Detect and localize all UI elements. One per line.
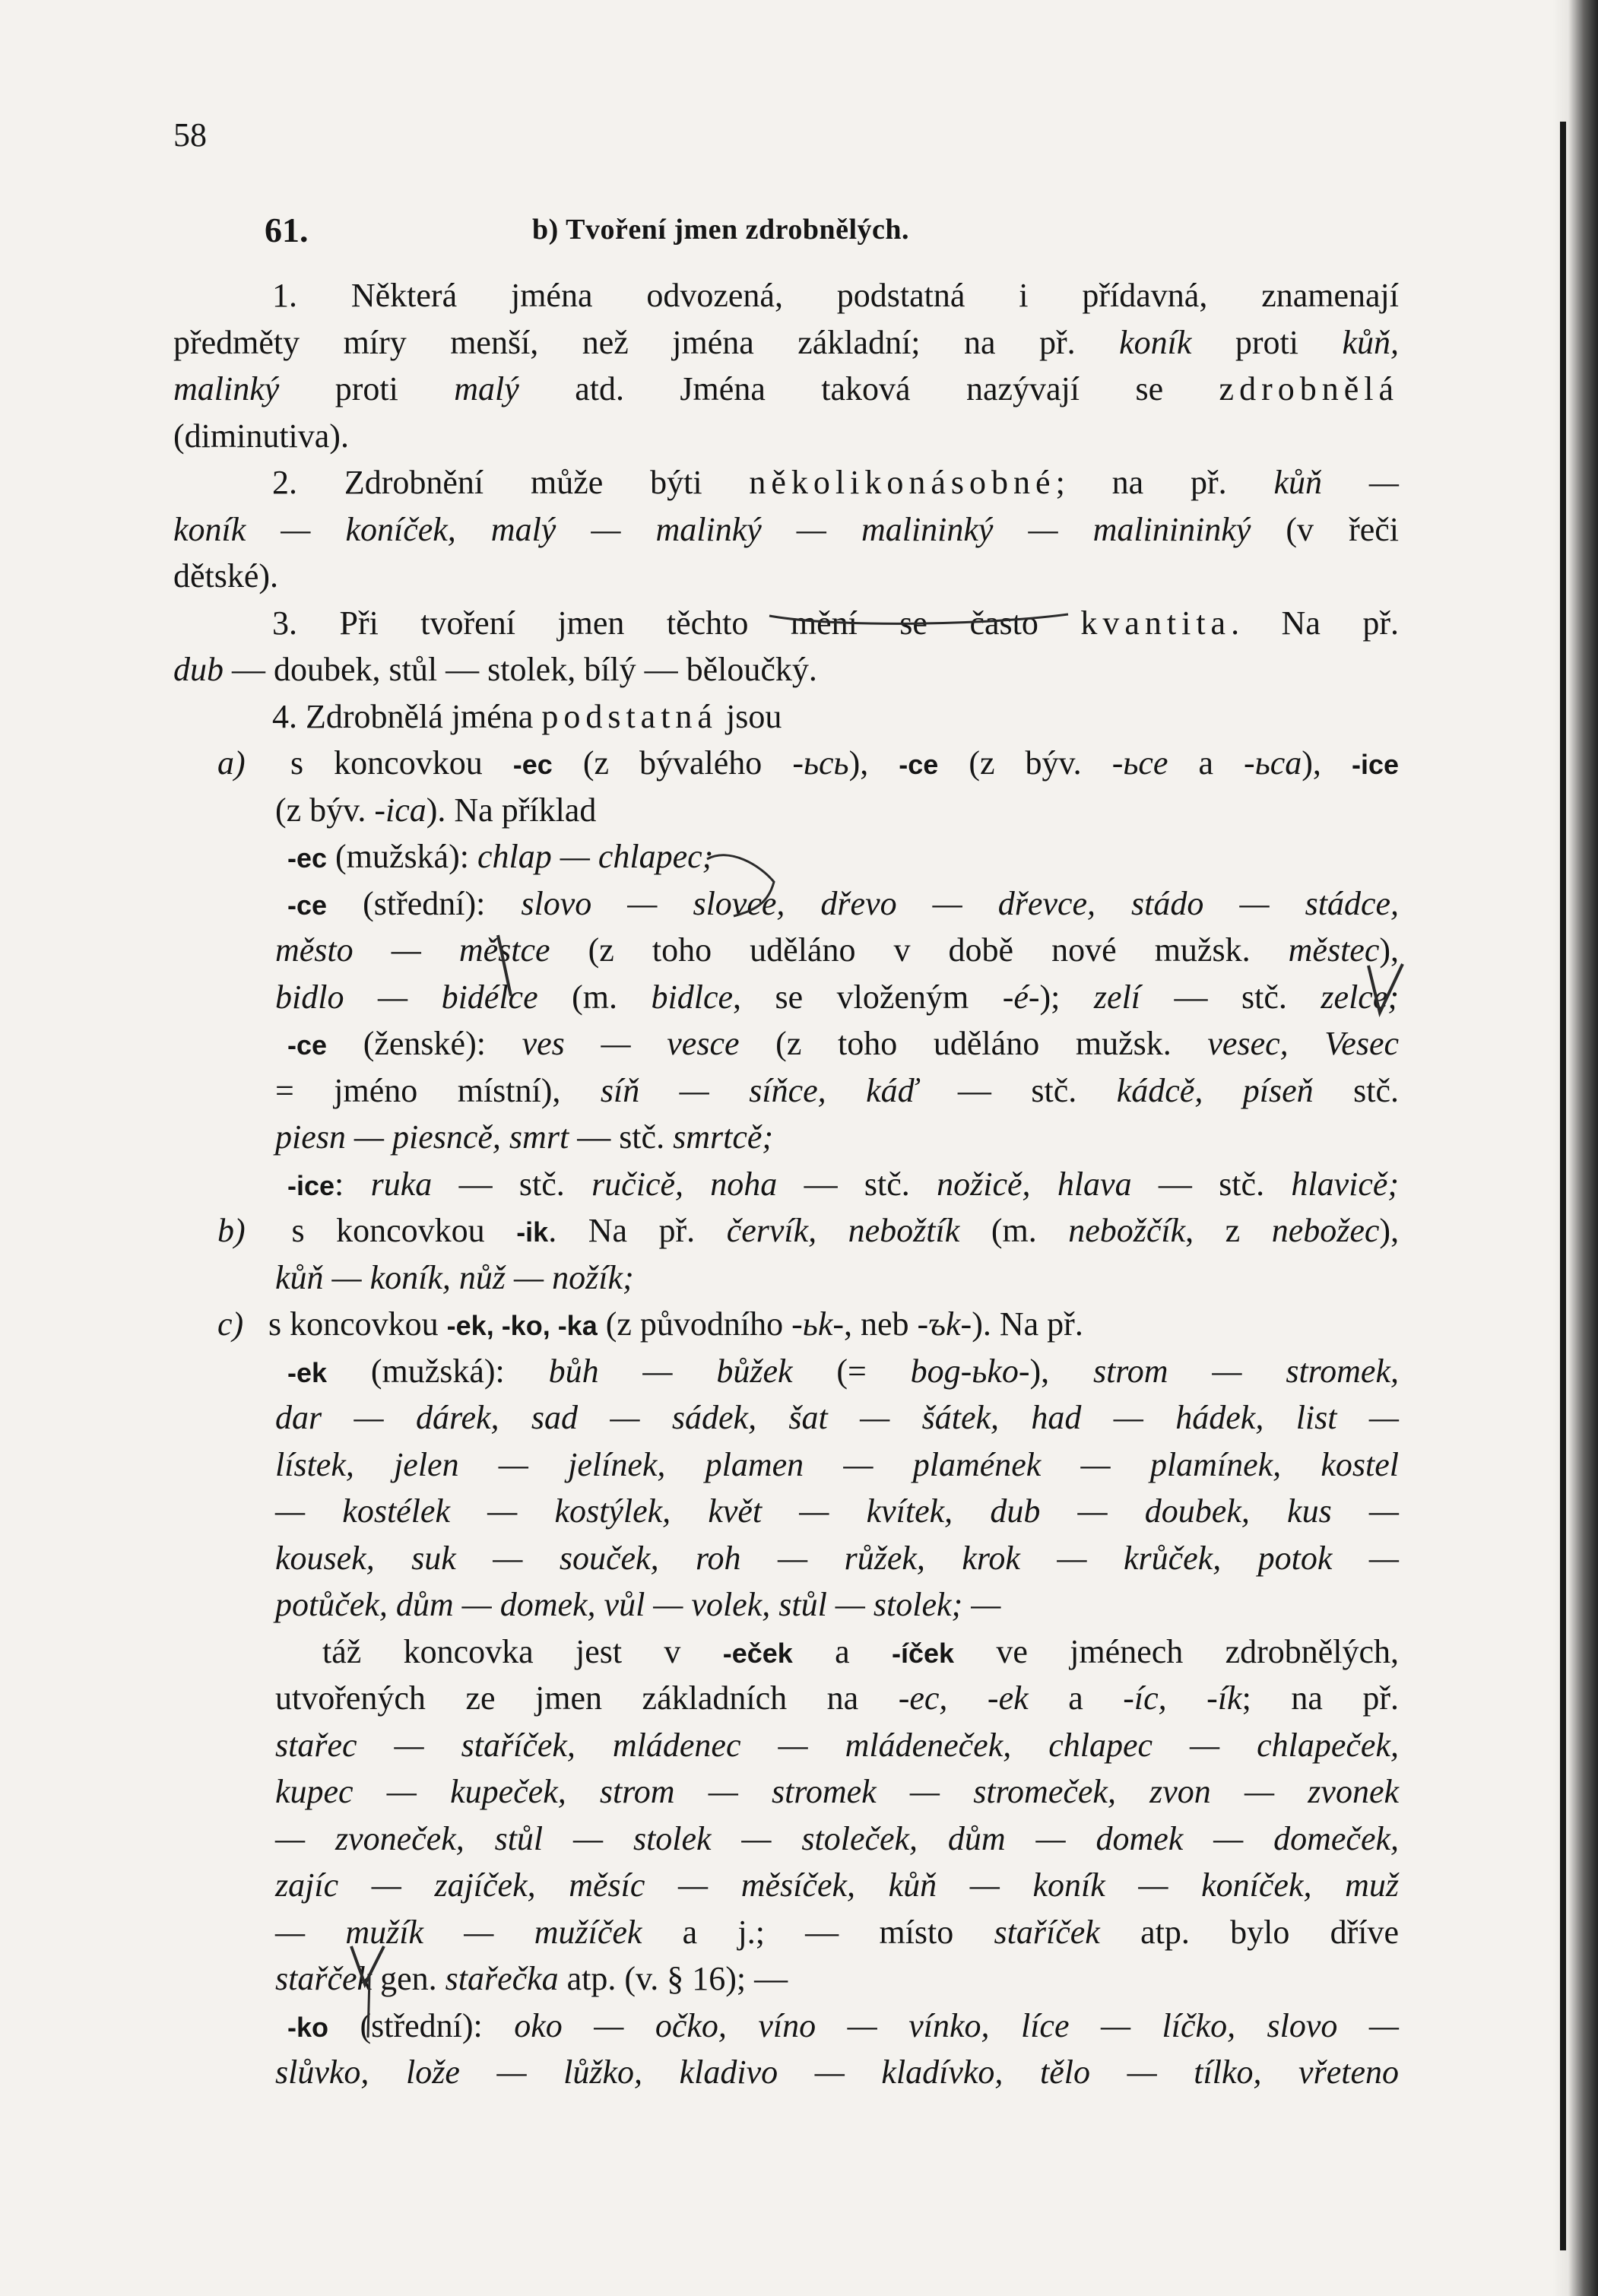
sub-c-eck-6: zajíc — zajíček, měsíc — měsíček, kůň — koník — koníček, muž xyxy=(275,1866,1399,1904)
sub-c-eck-8: stařček gen. stařečka atp. (v. § 16); — xyxy=(275,1960,788,1997)
sub-a-line2: (z býv. -ica). Na příklad xyxy=(275,791,597,829)
sub-a-neut-2: město — městce (z toho uděláno v době nové mužsk. městec), xyxy=(275,931,1400,969)
sub-c-masc-4: — kostélek — kostýlek, květ — kvítek, dub — doubek, kus — xyxy=(275,1492,1399,1530)
sub-c-eck-7: — mužík — mužíček a j.; — místo staříček atp. bylo dříve xyxy=(275,1913,1399,1951)
sub-a-neut-1: -ce (střední): slovo — slovce, dřevo — dřevce, stádo — stádce, xyxy=(287,884,1399,922)
para1-line2: předměty míry menší, než jména základní; na př. koník proti kůň, xyxy=(173,323,1399,361)
sub-c-masc-5: kousek, suk — souček, roh — růžek, krok — krůček, potok — xyxy=(275,1539,1399,1577)
sub-c-eck-5: — zvoneček, stůl — stolek — stoleček, dům — domek — domeček, xyxy=(275,1819,1399,1857)
sub-c-neut-1: -ko (střední): oko — očko, víno — vínko, líce — líčko, slovo — xyxy=(287,2006,1400,2044)
sub-a-fem-1: -ce (ženské): ves — vesce (z toho uděláno mužsk. vesec, Vesec xyxy=(287,1025,1400,1062)
sub-a-neut-3: bidlo — bidélce (m. bidlce, se vloženým -é-); zelí — stč. zelce; xyxy=(275,978,1400,1016)
para3-line1: 3. Při tvoření jmen těchto mění se často kvantita. Na př. xyxy=(272,604,1399,642)
sub-a-fem-2: = jméno místní), síň — síňce, káď — stč. kádcě, píseň stč. xyxy=(275,1071,1400,1109)
para2-line3: dětské). xyxy=(173,557,279,595)
sub-c-neut-2: slůvko, lože — lůžko, kladivo — kladívko, tělo — tílko, vřeteno xyxy=(275,2053,1399,2091)
para2-line1: 2. Zdrobnění může býti několikonásobné; na př. kůň — xyxy=(272,464,1399,501)
para1-line3: malinký proti malý atd. Jména taková nazývají se zdrobnělá xyxy=(173,370,1400,408)
para4-line1: 4. Zdrobnělá jména podstatná jsou xyxy=(272,697,782,735)
sub-a-masc: -ec (mužská): chlap — chlapec; xyxy=(287,838,714,875)
sub-b-line2: kůň — koník, nůž — nožík; xyxy=(275,1258,634,1296)
sub-c-eck-2: utvořených ze jmen základních na -ec, -ek a -íc, -ík; na př. xyxy=(275,1679,1400,1717)
section-title: b) Tvoření jmen zdrobnělých. xyxy=(532,214,910,246)
sub-c-eck-1: táž koncovka jest v -eček a -íček ve jménech zdrobnělých, xyxy=(322,1632,1400,1670)
sub-c-eck-4: kupec — kupeček, strom — stromek — stromeček, zvon — zvonek xyxy=(275,1773,1399,1810)
para1-line1: 1. Některá jména odvozená, podstatná i přídavná, znamenají xyxy=(272,277,1399,314)
binding-edge xyxy=(1560,122,1566,2250)
page-number: 58 xyxy=(173,116,207,154)
page-edge-shadow xyxy=(1552,0,1598,2296)
para1-line4: (diminutiva). xyxy=(173,417,349,455)
sub-c-masc-2: dar — dárek, sad — sádek, šat — šátek, had — hádek, list — xyxy=(275,1399,1399,1436)
sub-c-masc-1: -ek (mužská): bůh — bůžek (= bog-ьko-), strom — stromek, xyxy=(287,1352,1399,1390)
sub-c-masc-3: lístek, jelen — jelínek, plamen — plamének — plamínek, kostel xyxy=(275,1445,1399,1483)
sub-c-eck-3: stařec — staříček, mládenec — mládeneček, chlapec — chlapeček, xyxy=(275,1726,1399,1764)
sub-a-fem-3: piesn — piesncě, smrt — stč. smrtcě; xyxy=(275,1118,774,1156)
sub-a-line1: a) s koncovkou -ec (z bývalého -ьcь), -ce (z býv. -ьce a -ьca), -ice xyxy=(217,744,1399,782)
sub-a-ice: -ice: ruka — stč. ručicě, noha — stč. nožicě, hlava — stč. hlavicě; xyxy=(287,1165,1400,1203)
para3-line2: dub — doubek, stůl — stolek, bílý — běloučký. xyxy=(173,651,817,688)
body-text xyxy=(173,272,1399,2096)
section-number: 61. xyxy=(265,211,309,249)
sub-b-line1: b) s koncovkou -ik. Na př. červík, nebožtík (m. nebožčík, z nebožec), xyxy=(217,1212,1400,1249)
para2-line2: koník — koníček, malý — malinký — malininký — malinininký (v řeči xyxy=(173,510,1400,548)
sub-c-masc-6: potůček, dům — domek, vůl — volek, stůl — stolek; — xyxy=(275,1586,1001,1623)
sub-c-line1: c) s koncovkou -ek, -ko, -ka (z původního -ьk-, neb -ъk-). Na př. xyxy=(217,1305,1083,1343)
